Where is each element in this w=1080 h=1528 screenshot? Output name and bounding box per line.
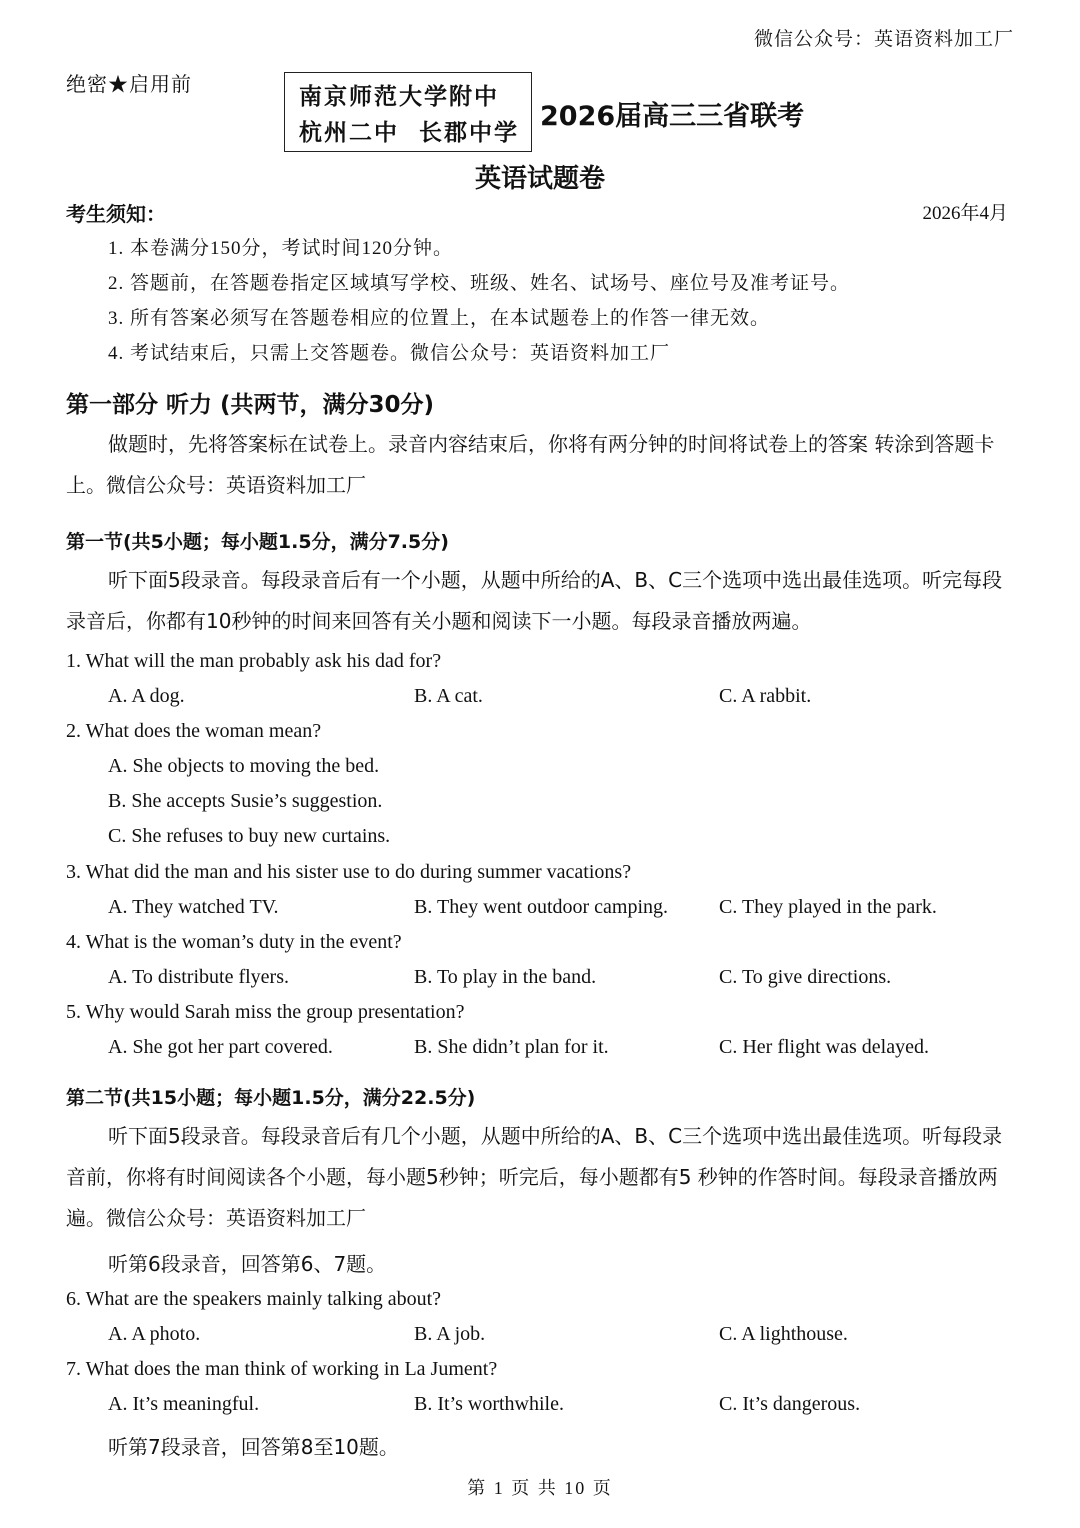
notice-item: 2. 答题前，在答题卷指定区域填写学校、班级、姓名、试场号、座位号及准考证号。 [108, 273, 851, 294]
segment-6-instruction: 听第6段录音，回答第6、7题。 [108, 1252, 387, 1276]
notice-item: 1. 本卷满分150分，考试时间120分钟。 [108, 238, 454, 259]
schools-line-1: 南京师范大学附中 [299, 84, 499, 110]
exam-date: 2026年4月 [922, 203, 1008, 224]
option-b: B. It’s worthwhile. [414, 1393, 564, 1415]
option-b: B. She accepts Susie’s suggestion. [108, 790, 383, 812]
question-3: 3. What did the man and his sister use to do during summer vacations? [66, 861, 632, 883]
option-b: B. A job. [414, 1323, 486, 1345]
option-a: A. They watched TV. [108, 896, 279, 918]
option-a: A. A dog. [108, 685, 185, 707]
option-c: C. A rabbit. [719, 685, 812, 707]
secret-mark: 绝密★启用前 [66, 74, 192, 96]
segment-7-instruction: 听第7段录音，回答第8至10题。 [108, 1435, 399, 1459]
option-b: B. She didn’t plan for it. [414, 1036, 609, 1058]
notice-heading: 考生须知： [66, 204, 166, 226]
option-c: C. To give directions. [719, 966, 892, 988]
notice-item: 3. 所有答案必须写在答题卷相应的位置上，在本试题卷上的作答一律无效。 [108, 308, 771, 329]
option-b: B. They went outdoor camping. [414, 896, 669, 918]
option-c: C. She refuses to buy new curtains. [108, 825, 391, 847]
section1-heading: 第一节(共5小题；每小题1.5分，满分7.5分) [66, 531, 449, 553]
watermark-text: 微信公众号：英语资料加工厂 [753, 29, 1014, 50]
option-c: C. A lighthouse. [719, 1323, 848, 1345]
section2-heading: 第二节(共15小题；每小题1.5分，满分22.5分) [66, 1087, 476, 1109]
paper-title: 英语试题卷 [474, 164, 605, 194]
option-b: B. To play in the band. [414, 966, 597, 988]
section2-intro: 听下面5段录音。每段录音后有几个小题，从题中所给的A、B、C三个选项中选出最佳选项。听每段录音前，你将有时间阅读各个小题，每小题5秒钟；听完后，每小题都有5 秒钟的作答时间。每段录音播放两遍。微信公众号：英语资料加工厂 [66, 1124, 1003, 1230]
question-1: 1. What will the man probably ask his dad for? [66, 650, 442, 672]
part1-heading: 第一部分 听力 (共两节，满分30分) [66, 392, 435, 418]
part1-intro: 做题时，先将答案标在试卷上。录音内容结束后，你将有两分钟的时间将试卷上的答案 转涂到答题卡上。微信公众号：英语资料加工厂 [66, 432, 995, 497]
page-footer: 第 1 页 共 10 页 [467, 1478, 613, 1498]
option-c: C. It’s dangerous. [719, 1393, 861, 1415]
option-a: A. It’s meaningful. [108, 1393, 260, 1415]
section1-intro: 听下面5段录音。每段录音后有一个小题，从题中所给的A、B、C三个选项中选出最佳选项。听完每段录音后，你都有10秒钟的时间来回答有关小题和阅读下一小题。每段录音播放两遍。 [66, 568, 1003, 633]
notice-item: 4. 考试结束后，只需上交答题卷。微信公众号：英语资料加工厂 [108, 343, 671, 364]
option-a: A. She got her part covered. [108, 1036, 333, 1058]
option-a: A. A photo. [108, 1323, 201, 1345]
option-b: B. A cat. [414, 685, 483, 707]
option-a: A. To distribute flyers. [108, 966, 289, 988]
question-4: 4. What is the woman’s duty in the event? [66, 931, 402, 953]
question-7: 7. What does the man think of working in La Jument? [66, 1358, 498, 1380]
exam-title: 2026届高三三省联考 [540, 101, 805, 132]
schools-box [284, 72, 532, 152]
question-2: 2. What does the woman mean? [66, 720, 322, 742]
option-a: A. She objects to moving the bed. [108, 755, 380, 777]
schools-line-2: 杭州二中 长郡中学 [299, 120, 520, 146]
question-5: 5. Why would Sarah miss the group presentation? [66, 1001, 465, 1023]
option-c: C. Her flight was delayed. [719, 1036, 929, 1058]
option-c: C. They played in the park. [719, 896, 937, 918]
question-6: 6. What are the speakers mainly talking about? [66, 1288, 442, 1310]
